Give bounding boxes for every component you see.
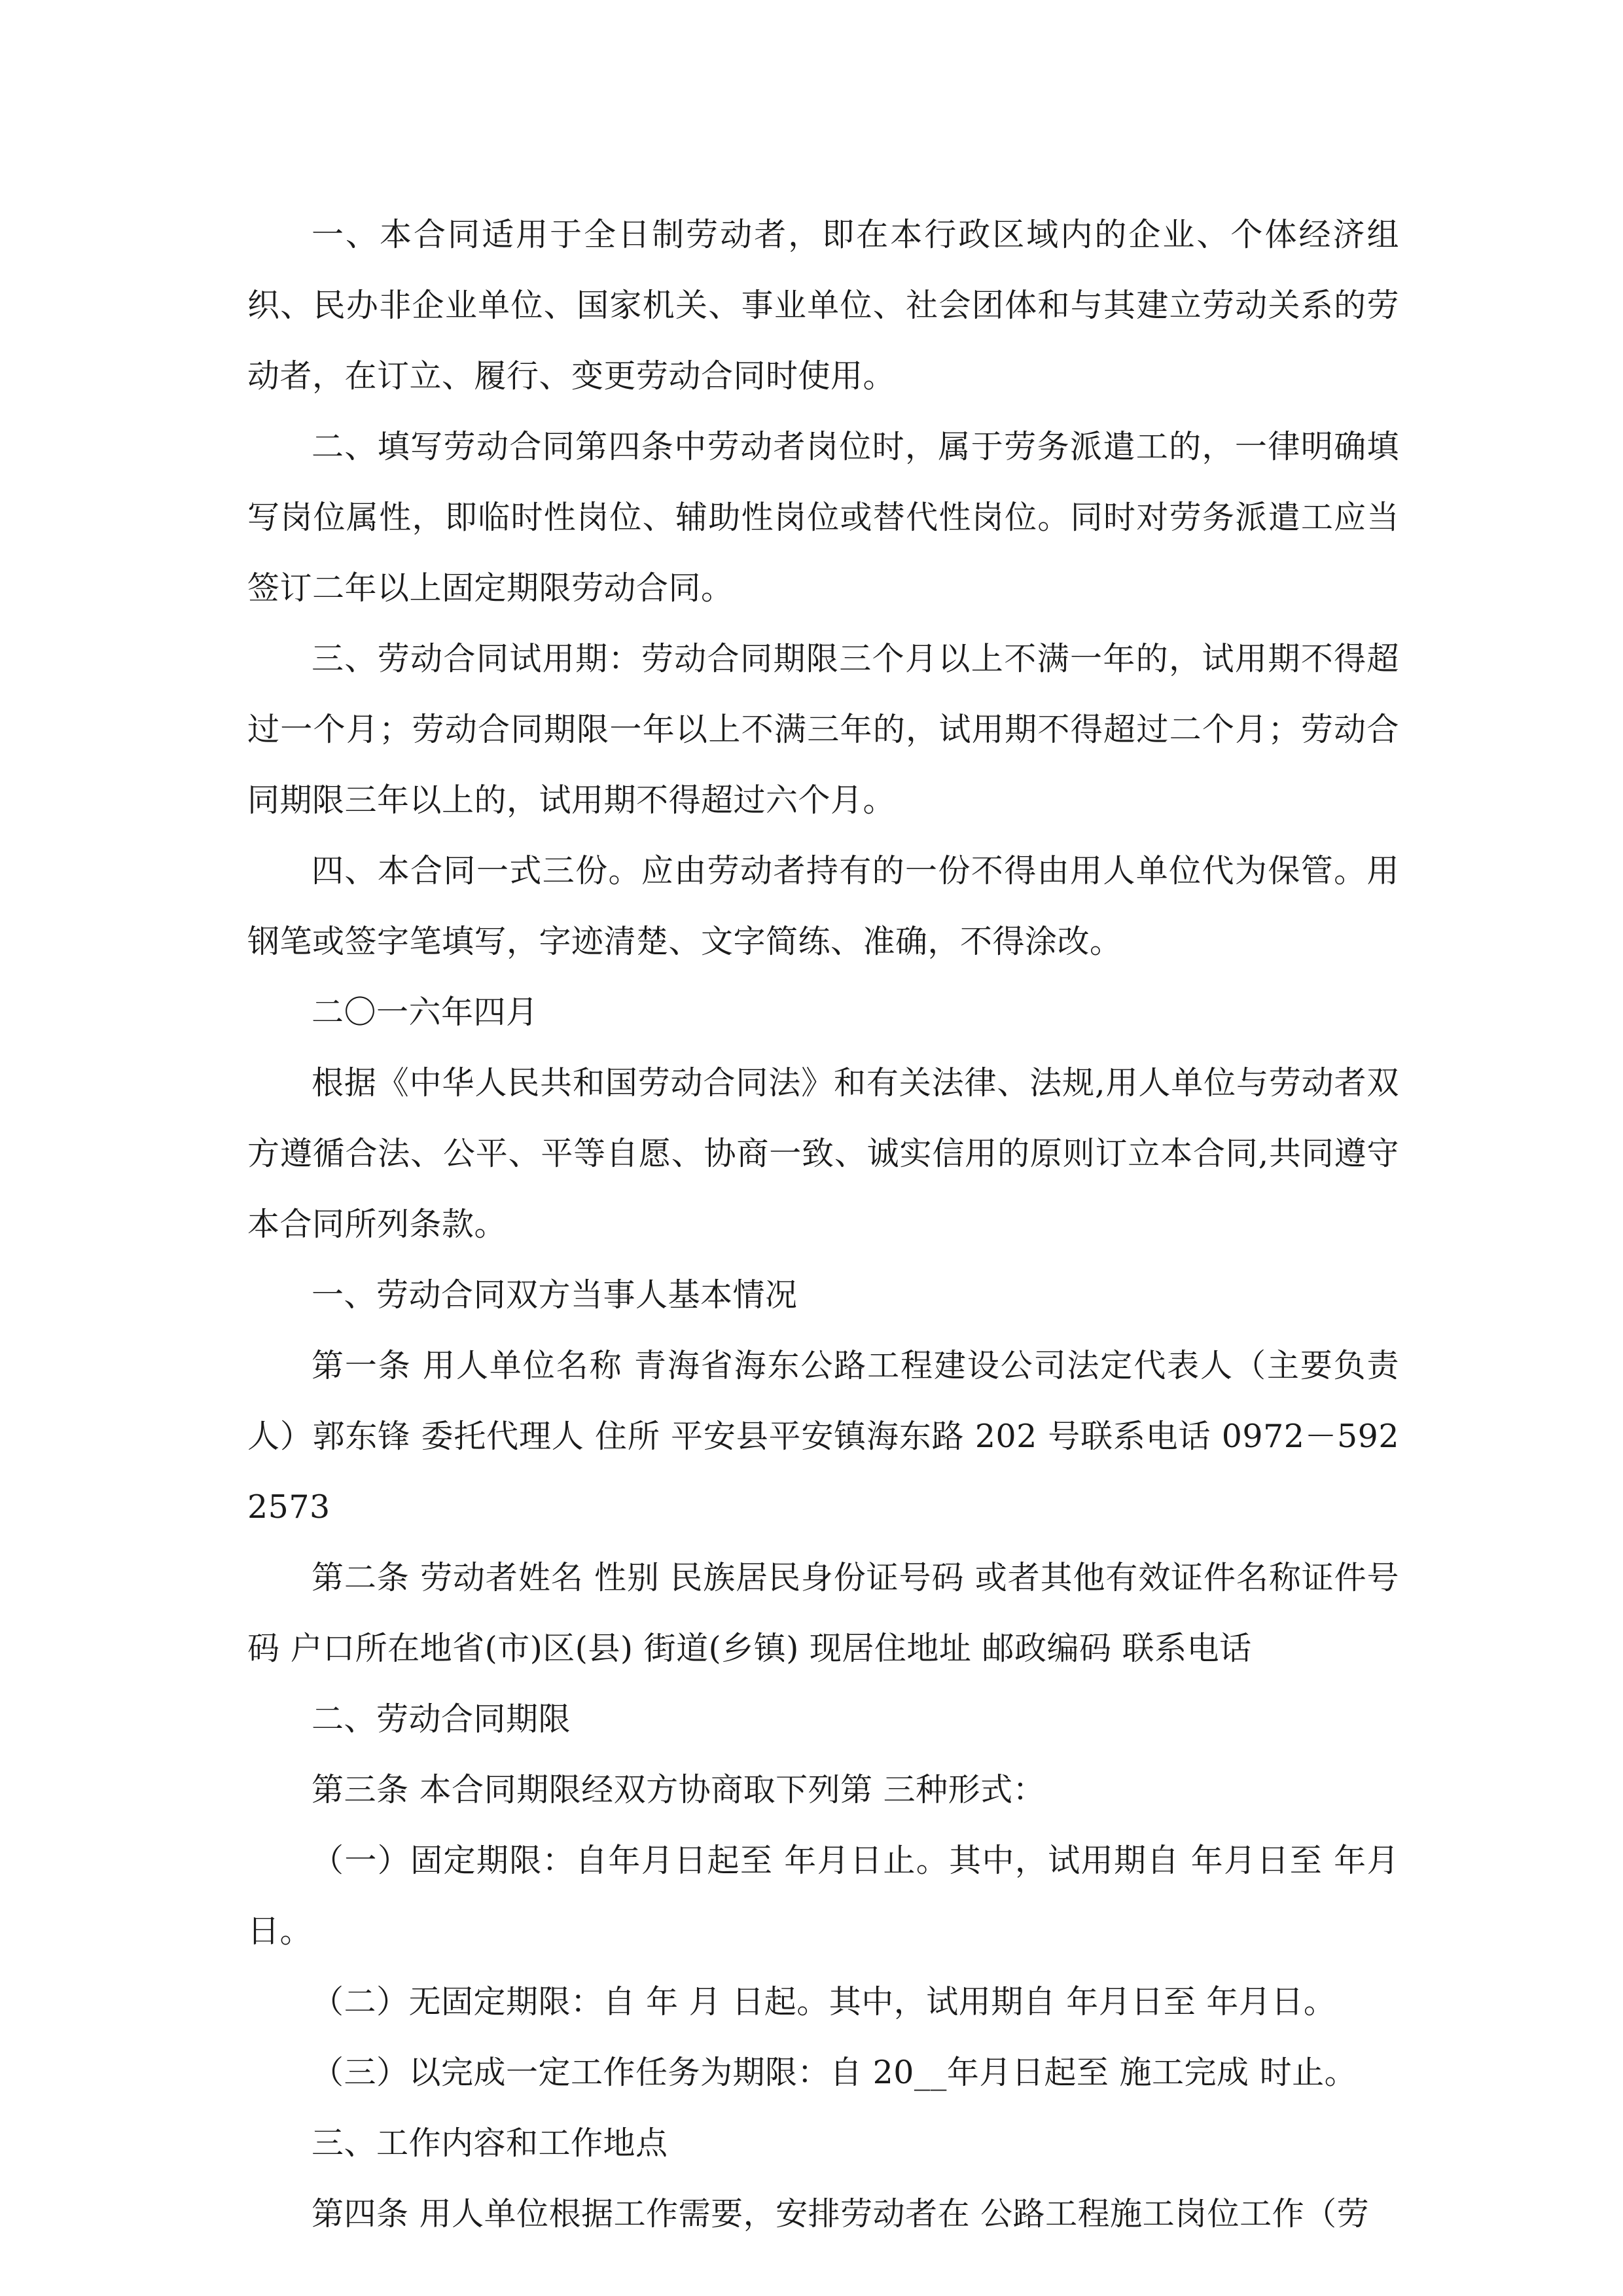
section-heading-work: 三、工作内容和工作地点 xyxy=(312,2125,668,2162)
term-option-task: （三）以完成一定工作任务为期限：自 20__年月日起至 施工完成 时止。 xyxy=(312,2054,1357,2091)
paragraph-dispatch-post: 二、填写劳动合同第四条中劳动者岗位时，属于劳务派遣工的，一律明确填写岗位属性，即临时性岗位、辅助性岗位或替代性岗位。同时对劳务派遣工应当签订二年以上固定期限劳动合同。 xyxy=(247,428,1399,607)
paragraph-preamble: 根据《中华人民共和国劳动合同法》和有关法律、法规,用人单位与劳动者双方遵循合法、公平、平等自愿、协商一致、诚实信用的原则订立本合同,共同遵守本合同所列条款。 xyxy=(247,1064,1399,1243)
section-heading-term: 二、劳动合同期限 xyxy=(312,1700,571,1738)
paragraph-probation: 三、劳动合同试用期：劳动合同期限三个月以上不满一年的，试用期不得超过一个月；劳动合同期限一年以上不满三年的，试用期不得超过二个月；劳动合同期限三年以上的，试用期不得超过六个月。 xyxy=(247,640,1399,819)
term-option-fixed: （一）固定期限：自年月日起至 年月日止。其中，试用期自 年月日至 年月日。 xyxy=(247,1842,1399,1950)
paragraph-scope: 一、本合同适用于全日制劳动者，即在本行政区域内的企业、个体经济组织、民办非企业单位、国家机关、事业单位、社会团体和与其建立劳动关系的劳动者，在订立、履行、变更劳动合同时使用。 xyxy=(247,216,1399,395)
section-heading-parties: 一、劳动合同双方当事人基本情况 xyxy=(312,1276,798,1314)
article-4-position: 第四条 用人单位根据工作需要，安排劳动者在 公路工程施工岗位工作（劳 xyxy=(312,2195,1370,2233)
article-3-term-form: 第三条 本合同期限经双方协商取下列第 三种形式： xyxy=(312,1771,1046,1808)
document-body xyxy=(247,200,1399,2250)
article-2-employee: 第二条 劳动者姓名 性别 民族居民身份证号码 或者其他有效证件名称证件号码 户口所在地省(市)区(县) 街道(乡镇) 现居住地址 邮政编码 联系电话 xyxy=(247,1559,1399,1667)
term-option-open: （二）无固定期限：自 年 月 日起。其中，试用期自 年月日至 年月日。 xyxy=(312,1983,1336,2020)
paragraph-date: 二〇一六年四月 xyxy=(312,994,539,1031)
paragraph-copies: 四、本合同一式三份。应由劳动者持有的一份不得由用人单位代为保管。用钢笔或签字笔填写，字迹清楚、文字简练、准确，不得涂改。 xyxy=(247,852,1399,960)
article-1-employer: 第一条 用人单位名称 青海省海东公路工程建设公司法定代表人（主要负责人）郭东锋 委托代理人 住所 平安县平安镇海东路 202 号联系电话 0972－5922573 xyxy=(247,1347,1399,1526)
